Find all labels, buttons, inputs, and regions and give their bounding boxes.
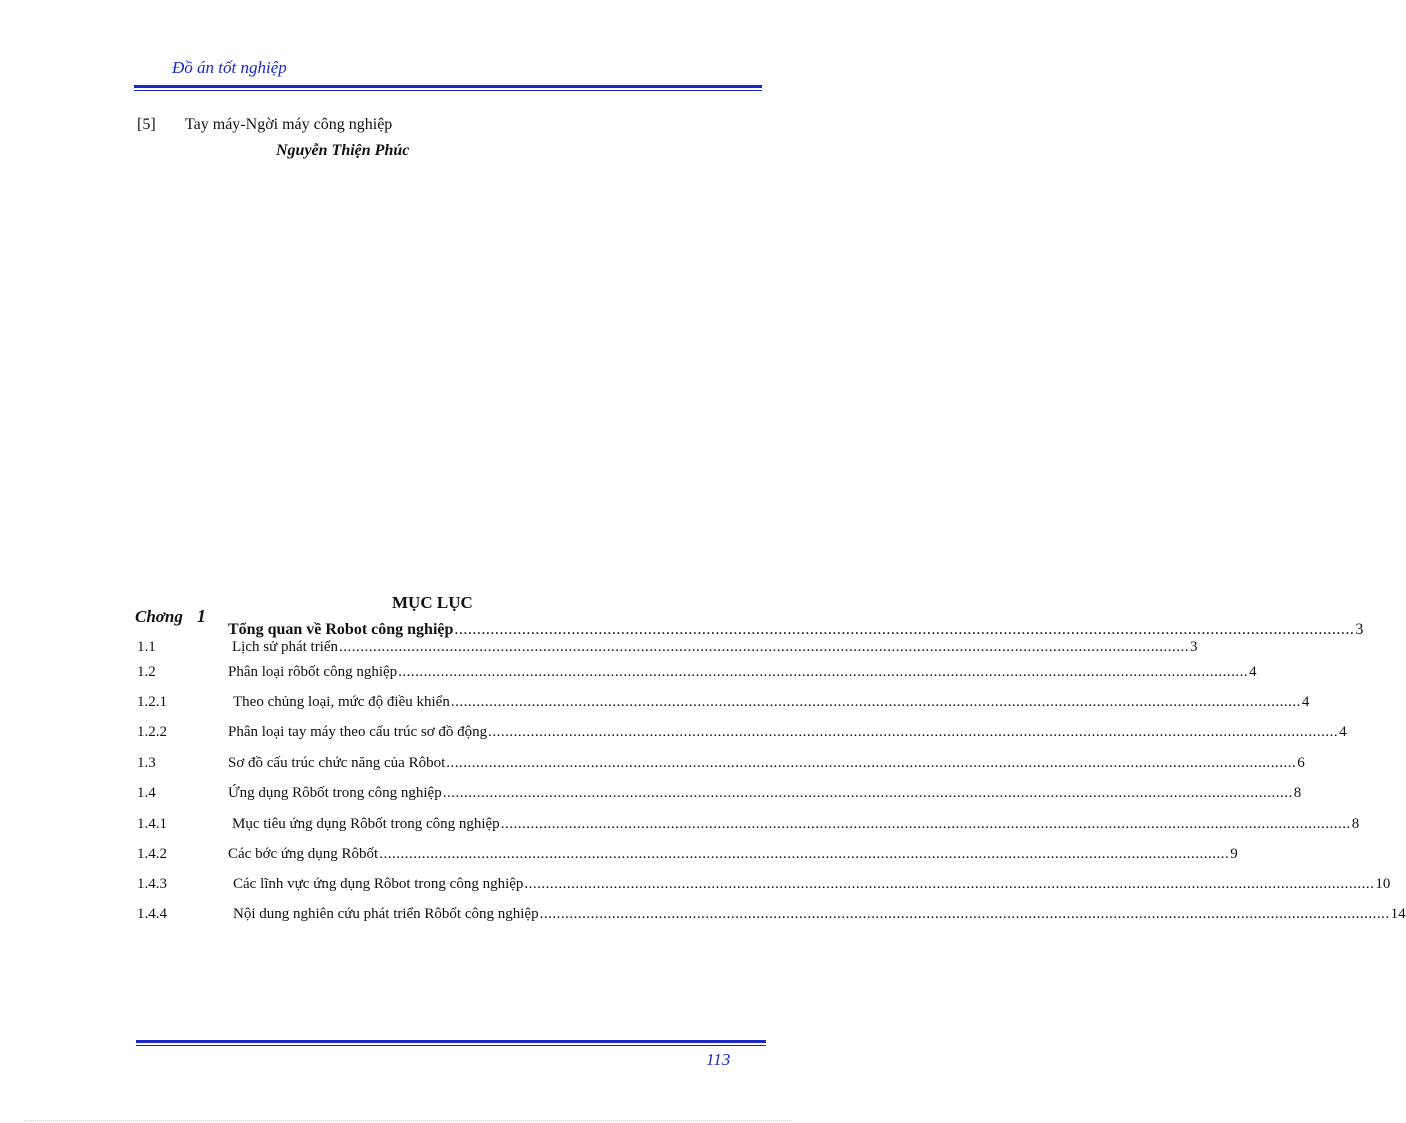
- reference-author: Nguyễn Thiện Phúc: [276, 142, 410, 159]
- toc-entry-title: Lịch sử phát triển: [232, 639, 339, 655]
- toc-entry-page: 6: [1297, 755, 1305, 771]
- toc-entry[interactable]: [137, 664, 1257, 686]
- toc-entry-number: 1.4.2: [137, 846, 167, 862]
- reference-title: Tay máy-Ngời máy công nghiệp: [185, 116, 393, 133]
- toc-entry-page: 4: [1249, 664, 1257, 680]
- toc-entry-title: Sơ đồ cấu trúc chức năng của Rôbot: [228, 755, 446, 771]
- toc-entry-number: 1.2.1: [137, 694, 167, 710]
- toc-leader-dots: ........................................................................................................................................................................................................: [442, 785, 1293, 801]
- toc-leader-dots: ........................................................................................................................................................................................................: [500, 816, 1351, 832]
- toc-entry-page: 14: [1390, 906, 1406, 922]
- toc-leader-dots: ........................................................................................................................................................................................................: [539, 906, 1390, 922]
- toc-entry[interactable]: [137, 876, 1391, 898]
- toc-entry-number: 1.3: [137, 755, 156, 771]
- toc-heading: MỤC LỤC: [392, 593, 473, 612]
- footer-rule-thin: [136, 1045, 766, 1046]
- reference-entry: [137, 116, 392, 134]
- chapter-title: Tổng quan về Robot công nghiệp: [228, 621, 454, 638]
- toc-leader-dots: ........................................................................................................................................................................................................: [488, 724, 1339, 740]
- toc-entry[interactable]: [137, 906, 1406, 928]
- toc-entry-page: 8: [1351, 816, 1360, 832]
- toc-entry-number: 1.2: [137, 664, 156, 680]
- toc-entry-title: Phân loại tay máy theo cấu trúc sơ đồ động: [228, 724, 488, 740]
- toc-leader-dots: ........................................................................................................................................................................................................: [524, 876, 1375, 892]
- header-rule-thick: [134, 85, 762, 88]
- toc-entry-page: 9: [1230, 846, 1238, 862]
- toc-entry-page: 10: [1375, 876, 1391, 892]
- footer-rule-thick: [136, 1040, 766, 1043]
- toc-entry-page: 4: [1301, 694, 1310, 710]
- chapter-page: 3: [1355, 621, 1364, 638]
- toc-entry-title: Nội dung nghiên cứu phát triển Rôbốt công nghiệp: [233, 906, 539, 922]
- toc-entry-number: 1.4.4: [137, 906, 167, 922]
- toc-entry-number: 1.4: [137, 785, 156, 801]
- toc-entry[interactable]: [137, 816, 1360, 838]
- page-bottom-dotted-line: [24, 1120, 792, 1121]
- toc-leader-dots: ........................................................................................................................................................................................................: [398, 664, 1249, 680]
- toc-entry-page: 3: [1190, 639, 1198, 655]
- toc-entry-number: 1.4.1: [137, 816, 167, 832]
- chapter-word: Chơng: [135, 607, 183, 626]
- toc-entry-title: Mục tiêu ứng dụng Rôbốt trong công nghiệp: [232, 816, 500, 832]
- header-rule-thin: [134, 90, 762, 91]
- toc-entry-page: 4: [1339, 724, 1347, 740]
- toc-leader-dots: ........................................................................................................................................................................................................: [454, 621, 1355, 638]
- toc-entry-title: Các lĩnh vực ứng dụng Rôbot trong công nghiệp: [233, 876, 524, 892]
- toc-entry-number: 1.1: [137, 639, 156, 655]
- running-header-title: Đồ án tốt nghiệp: [172, 58, 287, 77]
- toc-entry[interactable]: [137, 785, 1302, 807]
- toc-entry-title: Phân loại rôbốt công nghiệp: [228, 664, 398, 680]
- toc-entry-page: 8: [1293, 785, 1302, 801]
- toc-entry[interactable]: [137, 755, 1305, 777]
- toc-entry-title: Ứng dụng Rôbốt trong công nghiệp: [228, 785, 442, 801]
- toc-entry[interactable]: [137, 639, 1198, 661]
- toc-leader-dots: ........................................................................................................................................................................................................: [450, 694, 1301, 710]
- toc-entry-number: 1.4.3: [137, 876, 167, 892]
- toc-leader-dots: ........................................................................................................................................................................................................: [379, 846, 1230, 862]
- toc-entry[interactable]: [137, 694, 1310, 716]
- toc-entry[interactable]: [137, 724, 1347, 746]
- page-number: 113: [706, 1050, 731, 1069]
- toc-entry-number: 1.2.2: [137, 724, 167, 740]
- reference-number: [5]: [137, 116, 156, 133]
- toc-entry[interactable]: [137, 846, 1238, 868]
- toc-leader-dots: ........................................................................................................................................................................................................: [339, 639, 1190, 655]
- toc-entry-title: Các bớc ứng dụng Rôbốt: [228, 846, 379, 862]
- toc-entry-title: Theo chủng loại, mức độ điều khiển: [233, 694, 450, 710]
- toc-leader-dots: ........................................................................................................................................................................................................: [446, 755, 1297, 771]
- chapter-number: 1: [196, 606, 206, 626]
